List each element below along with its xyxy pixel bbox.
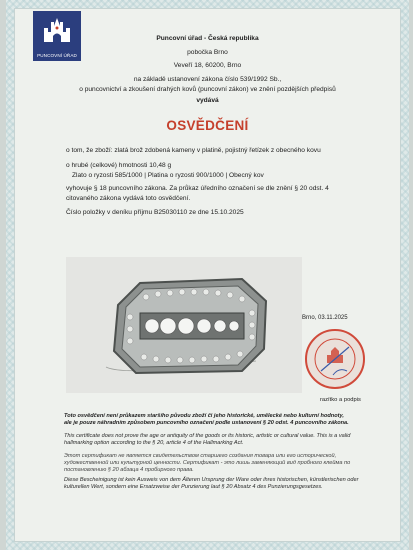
issues-label: vydává [196,97,219,104]
office-name: Puncovní úřad - Česká republika [156,35,259,42]
office-address: Veveří 18, 60200, Brno [173,62,242,69]
office-branch: pobočka Brno [187,49,228,56]
certificate-border [6,0,409,550]
page-title: OSVĚDČENÍ [166,118,249,133]
stamp-signature-label: razítko a podpis [320,397,361,403]
item-fineness: Zlato o ryzosti 585/1000 | Platina o ryzosti 900/1000 | Obecný kov [72,172,264,179]
footer-note-cz-line1: Toto osvědčení není průkazem staršího původu zboží či jeho historické, umělecké nebo kulturní hodnoty, [64,413,344,419]
footer-note-de: Diese Bescheinigung ist kein Ausweis von dem Älteren Ursprung der Ware oder ihres historischen, künstlerischen oder kulturellen Wert, sondern eine Ersatzweise der Punzierung laut § 20 Absatz 4 des Punzierungsgesetzes. [64,477,359,490]
footer-note-ru: Этот сертификат не является свидетельством старшего создания товара или его исторической, художественной или культурной ценности. Сертификат - это лишь заменяющий вид пробного клейма по постановлению § 20 абзаца 4 пробирного права. [64,453,351,473]
item-weight: o hrubé (celkové) hmotnosti 10,48 g [66,162,172,169]
round-stamp-icon [303,327,367,391]
item-description: o tom, že zboží: zlatá brož zdobená kameny v platině, pojistný řetízek z obecného kovu [66,147,321,154]
logo-text: PUNCOVNÍ ÚŘAD [37,53,77,58]
footer-note-cz-line2: ale je pouze náhradním způsobem puncovního označení podle ustanovení § 20 odst. 4 puncovního zákona. [64,420,349,426]
conformity-line2: citovaného zákona vydává toto osvědčení. [66,195,191,202]
brooch-photo [66,257,302,393]
footer-note-en: This certificate does not prove the age or antiquity of the goods or its historic, artistic or cultural value. This is a valid hallmarking option according to the § 20, article 4 of the Hallmarking Act. [64,433,351,446]
conformity-line1: vyhovuje § 18 puncovního zákona. Za průkaz úředního označení se dle znění § 20 odst. 4 [66,185,329,192]
journal-entry: Číslo položky v deníku příjmu B25030110 ze dne 15.10.2025 [66,209,244,216]
brooch-image [66,257,302,393]
certificate-page [14,8,401,542]
issue-place-date: Brno, 03.11.2025 [302,315,348,321]
legal-basis-line1: na základě ustanovení zákona číslo 539/1992 Sb., [133,76,282,83]
legal-basis-line2: o puncovnictví a zkoušení drahých kovů (puncovní zákon) ve znění pozdějších předpisů [79,86,336,93]
official-stamp [303,327,367,391]
